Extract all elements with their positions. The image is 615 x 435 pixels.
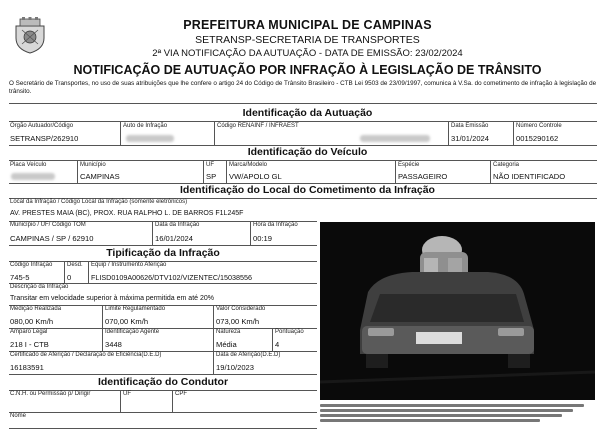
renainf-label: Código RENAINF / INFRAEST xyxy=(217,123,299,129)
redacted-auto xyxy=(126,135,174,142)
intro-text: O Secretário de Transportes, no uso de suas atribuições que lhe confere o artigo 24 do Código de Trânsito Brasileiro - CTB Lei 9503 de 23/09/1997, comunica à V.Sa. do cometimento de infração à legislação de trânsito. xyxy=(9,80,597,95)
emissao-label: Data Emissão xyxy=(451,123,489,129)
natureza-value: Média xyxy=(216,340,237,349)
medicao-value: 080,00 Km/h xyxy=(10,317,54,326)
redacted-renainf xyxy=(360,135,430,142)
marca-label: Marca/Modelo xyxy=(229,162,268,168)
equip-label: Equip / Instrumento Aferição xyxy=(91,262,167,268)
equip-value: FLISD0109A00626/DTV102/VIZENTEC/15038556 xyxy=(91,273,253,282)
emissao-value: 31/01/2024 xyxy=(451,134,490,143)
limite-label: Limite Regulamentado xyxy=(105,306,166,312)
issue-subtitle: 2ª VIA NOTIFICAÇÃO DA AUTUAÇÃO - DATA DE EMISSÃO: 23/02/2024 xyxy=(152,48,463,59)
data-infracao-label: Data da Infração xyxy=(155,222,200,228)
considerado-label: Valor Considerado xyxy=(216,306,266,312)
veic-municipio-value: CAMPINAS xyxy=(80,172,120,181)
pontuacao-label: Pontuação xyxy=(275,329,304,335)
limite-value: 070,00 Km/h xyxy=(105,317,149,326)
cnh-label: C.N.H. ou Permissão p/ Dirigir xyxy=(10,391,91,397)
agente-label: Identificação Agente xyxy=(105,329,160,335)
certificado-value: 16183591 xyxy=(10,363,44,372)
document-title: NOTIFICAÇÃO DE AUTUAÇÃO POR INFRAÇÃO À LEGISLAÇÃO DE TRÂNSITO xyxy=(73,63,542,77)
agente-value: 3448 xyxy=(105,340,122,349)
marca-value: VW/APOLO GL xyxy=(229,172,282,181)
codigo-infracao-value: 745-5 xyxy=(10,273,30,282)
pontuacao-value: 4 xyxy=(275,340,280,349)
condutor-uf-label: UF xyxy=(123,391,131,397)
car-rear-photo-image xyxy=(320,222,595,400)
section-local: Identificação do Local do Cometimento da Infração xyxy=(180,184,435,196)
org-name: PREFEITURA MUNICIPAL DE CAMPINAS xyxy=(183,18,432,32)
infraction-photo xyxy=(320,222,595,400)
especie-label: Espécie xyxy=(398,162,420,168)
data-infracao-value: 16/01/2024 xyxy=(155,234,194,243)
veic-uf-value: SP xyxy=(206,172,217,181)
orgao-label: Órgão Autuador/Código xyxy=(10,123,74,129)
placa-label: Placa Veículo xyxy=(10,162,47,168)
cpf-label: CPF xyxy=(175,391,187,397)
controle-value: 0015290162 xyxy=(516,134,559,143)
desd-label: Desd. xyxy=(67,262,83,268)
photo-caption-lines xyxy=(320,402,595,426)
redacted-placa xyxy=(11,173,55,180)
local-value: AV. PRESTES MAIA (BC), PROX. RUA RALPHO L. DE BARROS F1L245F xyxy=(10,210,244,217)
hora-infracao-value: 00:19 xyxy=(253,234,273,243)
section-veiculo: Identificação do Veículo xyxy=(247,146,368,158)
categoria-label: Categoria xyxy=(493,162,520,168)
certificado-label: Certificado de Aferição / Declaração de Eficiência(D.E.D) xyxy=(10,352,162,358)
hora-infracao-label: Hora da Infração xyxy=(253,222,298,228)
local-municipio-value: CAMPINAS / SP / 62910 xyxy=(10,234,94,243)
veic-municipio-label: Município xyxy=(80,162,106,168)
local-label: Local da Infração / Código Local da Infração (somente eletrônicos) xyxy=(10,199,188,205)
categoria-value: NÃO IDENTIFICADO xyxy=(493,172,566,181)
dept-name: SETRANSP-SECRETARIA DE TRANSPORTES xyxy=(195,34,420,46)
codigo-infracao-label: Código Infração xyxy=(10,262,53,268)
amparo-label: Amparo Legal xyxy=(10,329,48,335)
amparo-value: 218 I - CTB xyxy=(10,340,49,349)
natureza-label: Natureza xyxy=(216,329,241,335)
medicao-label: Medição Realizada xyxy=(10,306,62,312)
orgao-value: SETRANSP/262910 xyxy=(10,134,79,143)
controle-label: Número Controle xyxy=(516,123,562,129)
descricao-label: Descrição da Infração xyxy=(10,284,69,290)
auto-label: Auto de Infração xyxy=(123,123,168,129)
veic-uf-label: UF xyxy=(206,162,214,168)
nome-label: Nome xyxy=(10,413,27,419)
section-tipificacao: Tipificação da Infração xyxy=(106,247,220,259)
desd-value: 0 xyxy=(67,273,72,282)
local-municipio-label: Município / UF/ Código TOM xyxy=(10,222,86,228)
section-condutor: Identificação do Condutor xyxy=(97,376,229,388)
data-afericao-value: 19/10/2023 xyxy=(216,363,255,372)
section-autuacao: Identificação da Autuação xyxy=(242,107,373,119)
data-afericao-label: Data de Aferição(D.E.D) xyxy=(216,352,281,358)
especie-value: PASSAGEIRO xyxy=(398,172,448,181)
considerado-value: 073,00 Km/h xyxy=(216,317,260,326)
descricao-value: Transitar em velocidade superior à máxima permitida em até 20% xyxy=(10,295,214,302)
